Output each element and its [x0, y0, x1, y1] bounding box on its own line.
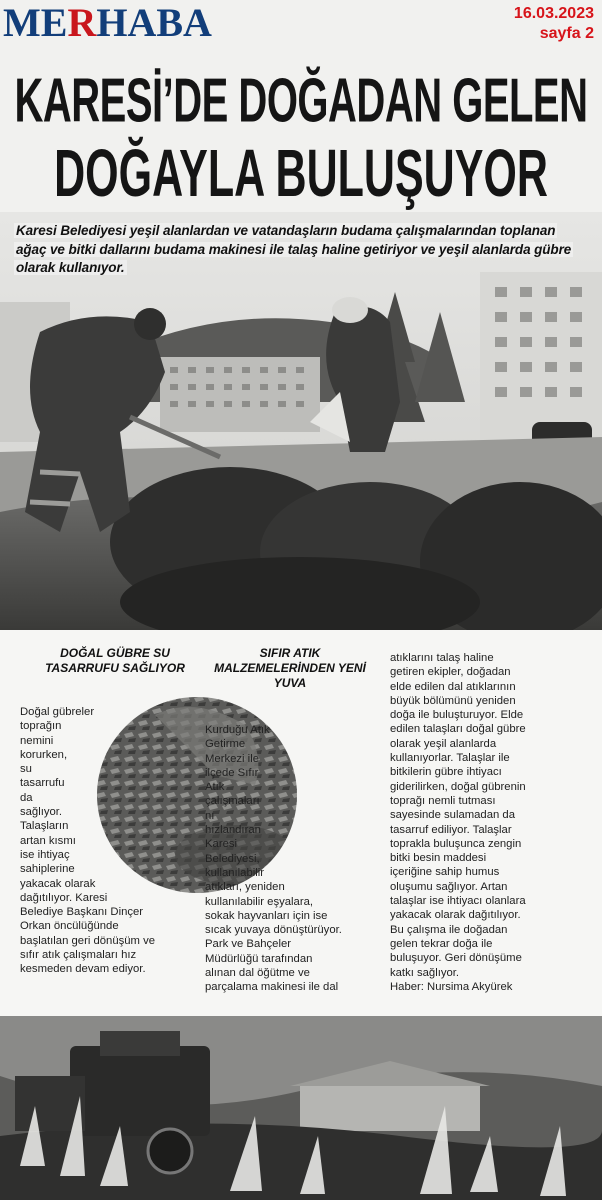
col2-line: sıcak yuvaya dönüştürüyor. [205, 924, 342, 937]
col1-line: artan kısmı [20, 834, 76, 847]
col1-line: korurken, [20, 748, 68, 761]
col2-line: Park ve Bahçeler [205, 938, 292, 951]
col1-line: yakacak olarak [20, 877, 96, 890]
headline-line-1: KARESİ’DE DOĞADAN GELEN [14, 67, 588, 136]
column-1 [20, 705, 195, 977]
masthead [0, 0, 602, 58]
col1-line: Doğal gübreler [20, 706, 95, 718]
col3-line: edilen talaşları doğal gübre [390, 723, 526, 736]
col2-line: Kurduğu Atık [205, 724, 270, 736]
lead-paragraph: Karesi Belediyesi yeşil alanlardan ve vatandaşların budama çalışmalarından toplanan ağaç ve bitki dallarını budama makinesi ile talaş haline getiriyor ve yeşil alanlarda gübre olarak kullanıyor. [16, 223, 572, 275]
col3-line: katkı sağlıyor. [390, 966, 460, 979]
col2-line: Müdürlüğü tarafından [205, 952, 313, 965]
col3-line: tasarruf ediliyor. Talaşlar [390, 823, 512, 836]
col2-line: alınan dal öğütme ve [205, 967, 310, 980]
col3-line: talaşlar ise ihtiyacı olanlara [390, 895, 526, 908]
col1-line: tasarrufu [20, 777, 65, 790]
col3-line: getiren ekipler, doğadan [390, 666, 511, 679]
col3-line: sayesinde sulamadan da [390, 809, 515, 822]
headline-line-2: DOĞAYLA BULUŞUYOR [54, 136, 548, 212]
col1-line: dağıtılıyor. Karesi [20, 891, 108, 904]
col3-line: Bu çalışma ile doğadan [390, 923, 508, 936]
col3-line: toprakla buluşunca zengin [390, 837, 522, 850]
col2-line: Karesi [205, 838, 238, 851]
column-2 [205, 723, 375, 995]
col1-line: Talaşların [20, 820, 69, 833]
col2-line: çalışmaları [205, 795, 260, 808]
col2-line: ilçede Sıfır [205, 766, 259, 779]
bottom-photo-chipper-machine [0, 1016, 602, 1200]
col3-line: giderilirken, doğal gübrenin [390, 780, 526, 793]
col3-line: yakacak olarak dağıtılıyor. [390, 909, 521, 922]
date-page-box [514, 4, 594, 44]
col3-line: oluşumu sağlıyor. Artan [390, 880, 508, 893]
col3-line: doğa ile buluşturuyor. Elde [390, 709, 524, 722]
subhead-zero-waste: SIFIR ATIK MALZEMELERİNDEN YENİ YUVA [214, 646, 366, 690]
col3-line: kullanıyorlar. Talaşlar ile [390, 752, 510, 765]
col2-line: Merkezi ile [205, 752, 259, 765]
col1-line: sıfır atık çalışmaları hız [20, 949, 137, 962]
page-number: sayfa 2 [539, 25, 594, 42]
col2-line: kullanılabilir eşyalara, [205, 895, 313, 908]
col2-line: parçalama makinesi ile dal [205, 981, 339, 994]
col2-line: atıkları, yeniden [205, 881, 285, 894]
col1-line: nemini [20, 734, 54, 747]
subhead-natural-fertilizer: DOĞAL GÜBRE SU TASARRUFU SAĞLIYOR [45, 646, 185, 675]
col3-line: elde edilen dal atıklarının [390, 680, 516, 693]
column-3 [390, 651, 600, 994]
col3-line: gelen tekrar doğa ile [390, 937, 493, 950]
col3-line: toprağı nemli tutması [390, 794, 496, 807]
col2-line: Belediyesi, [205, 852, 260, 865]
col1-line: kesmeden devam ediyor. [20, 963, 146, 976]
col1-line: su [20, 763, 32, 776]
col3-line: bitki besin maddesi [390, 852, 487, 865]
headline [0, 64, 602, 210]
col3-line: içeriğine sahip humus [390, 866, 500, 879]
col1-line: başlatılan geri dönüşüm ve [20, 934, 156, 947]
column-3-text [390, 651, 600, 980]
col2-line: Getirme [205, 738, 246, 751]
col1-line: ise ihtiyaç [20, 848, 70, 861]
issue-date: 16.03.2023 [513, 5, 594, 22]
col2-line: kullanılabilir [205, 866, 265, 879]
col1-line: toprağın [20, 720, 62, 733]
col3-line: buluşuyor. Geri dönüşüme [390, 952, 522, 965]
col1-line: da [20, 791, 33, 804]
col1-line: sahiplerine [20, 863, 75, 876]
col3-line: atıklarını talaş haline [390, 652, 494, 664]
col1-line: sağlıyor. [20, 806, 63, 819]
col3-line: olarak yeşil alanlarda [390, 737, 497, 750]
col1-line: Belediye Başkanı Dinçer [20, 906, 144, 919]
col3-line: bitkilerin gübre ihtiyacı [390, 766, 502, 779]
newspaper-logo: MERHABA [3, 0, 212, 45]
column-2-text [205, 723, 375, 995]
col2-line: Atık [205, 781, 225, 794]
col2-line: nı [205, 809, 215, 822]
col3-line: büyük bölümünü yeniden [390, 694, 516, 707]
column-1-text [20, 705, 195, 977]
col2-line: hızlandıran [205, 824, 261, 837]
byline: Haber: Nursima Akyürek [390, 980, 513, 993]
col1-line: Orkan öncülüğünde [20, 920, 119, 933]
col2-line: sokak hayvanları için ise [205, 909, 328, 922]
